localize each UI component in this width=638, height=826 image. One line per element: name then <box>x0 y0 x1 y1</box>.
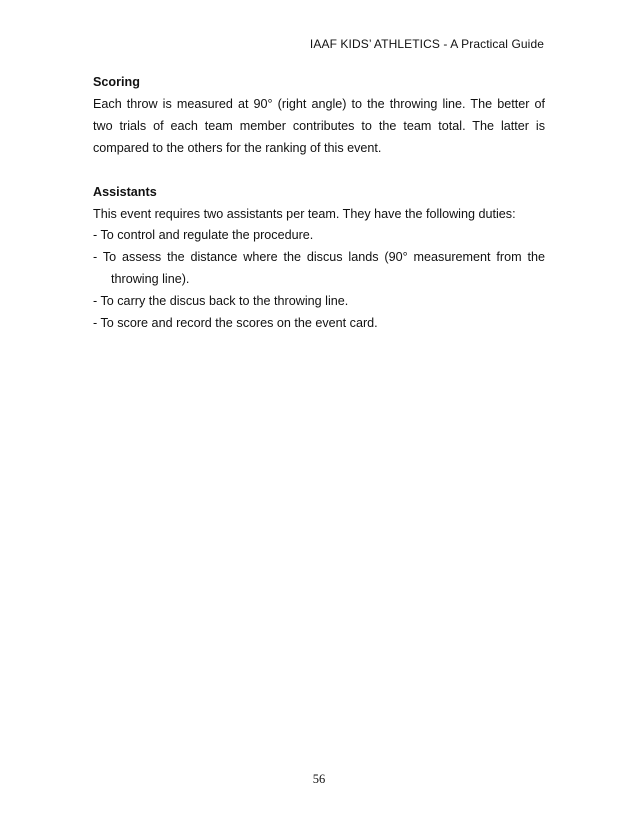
duty-item: - To carry the discus back to the throwing line. <box>93 294 349 309</box>
page-number: 56 <box>312 772 326 786</box>
duty-item: - To score and record the scores on the event card. <box>93 316 378 331</box>
duty-item: - To control and regulate the procedure. <box>93 228 314 243</box>
page-content <box>93 72 545 335</box>
assistants-heading: Assistants <box>93 184 157 199</box>
scoring-heading: Scoring <box>93 75 140 89</box>
assistants-intro: This event requires two assistants per team. They have the following duties: <box>93 206 516 221</box>
scoring-paragraph: Each throw is measured at 90° (right angle) to the throwing line. The better of two trials of each team member contributes to the team total. The latter is compared to the others for the ranking of this event. <box>93 96 545 155</box>
section-spacer <box>93 160 545 182</box>
duty-item: - To assess the distance where the discus lands (90° measurement from the throwing line). <box>93 250 545 287</box>
running-header: IAAF KIDS’ ATHLETICS - A Practical Guide <box>309 37 544 51</box>
